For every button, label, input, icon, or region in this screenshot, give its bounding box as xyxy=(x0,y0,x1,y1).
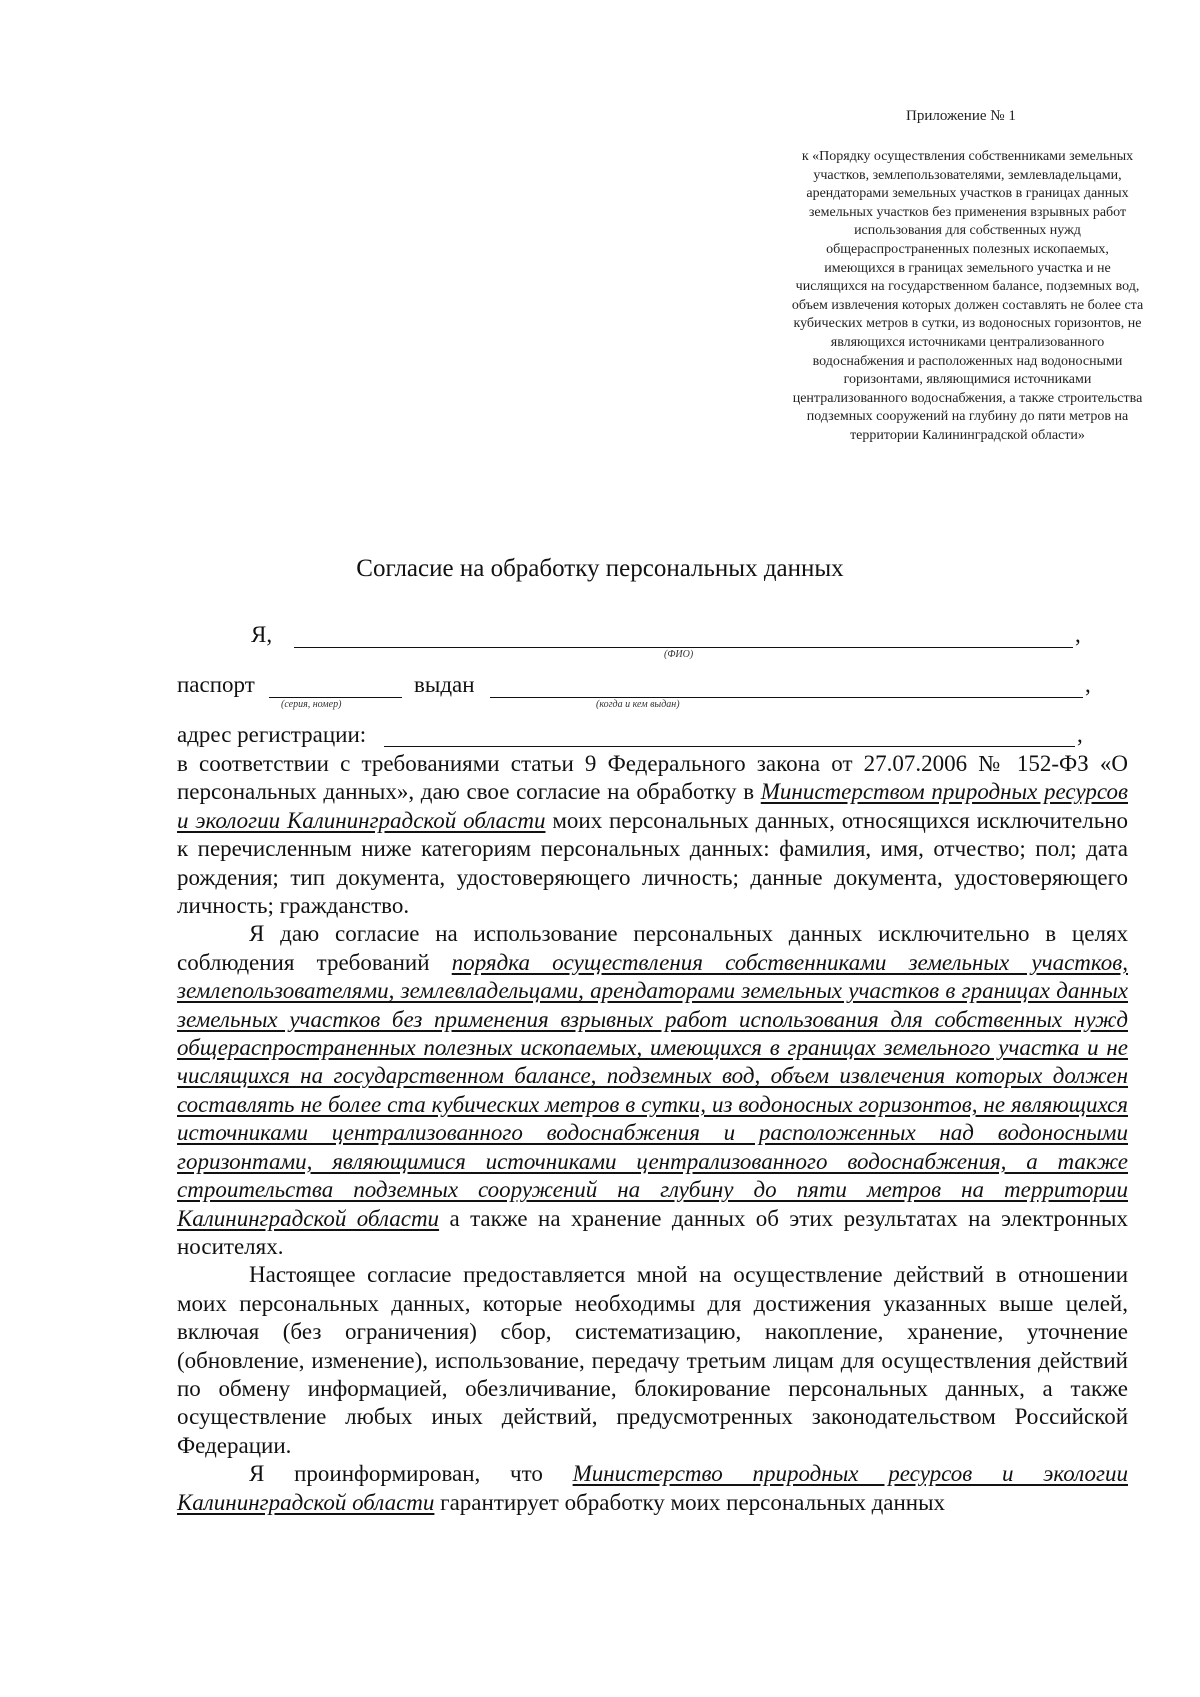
address-comma: , xyxy=(1077,722,1083,747)
issued-field[interactable] xyxy=(490,697,1083,698)
fio-comma: , xyxy=(1075,622,1081,647)
fio-label: Я, xyxy=(251,622,273,647)
paragraph-guarantee: Я проинформирован, что Министерство природных ресурсов и экологии Калининградской области гарантирует обработку моих персональных данных xyxy=(177,1461,1128,1515)
ministry-name: Министерством природных ресурсов и экологии Калининградской области xyxy=(177,779,1128,833)
issued-hint: (когда и кем выдан) xyxy=(596,699,680,710)
appendix-text: к «Порядку осуществления собственниками земельных участков, землепользователями, землевладельцами, арендаторами земельных участков в границах данных земельных участков без применения взрывных работ использования для собственных нужд общераспространенных полезных ископаемых, имеющихся в границах земельного участка и не числящихся на государственном балансе, подземных вод, объем извлечения которых должен составлять не более ста кубических метров в сутки, из водоносных горизонтов, не являющихся источниками централизованного водоснабжения и расположенных над водоносными горизонтами, являющимися источниками централизованного водоснабжения, а также строительства подземных сооружений на глубину до пяти метров на территории Калининградской области» xyxy=(791,149,1144,443)
paragraph-actions: Настоящее согласие предоставляется мной на осуществление действий в отношении моих персональных данных, которые необходимы для достижения указанных выше целей, включая (без ограничения) сбор, систематизацию, накопление, хранение, уточнение (обновление, изменение), использование, передачу третьим лицам для осуществления действий по обмену информацией, обезличивание, блокирование персональных данных, а также осуществление любых иных действий, предусмотренных законодательством Российской Федерации. xyxy=(177,1262,1128,1458)
paragraph-legal-basis: в соответствии с требованиями статьи 9 Федерального закона от 27.07.2006 № 152-ФЗ «О персональных данных», даю свое согласие на обработку в Министерством природных ресурсов и экологии Калининградской области моих персональных данных, относящихся исключительно к перечисленным ниже категориям персональных данных: фамилия, имя, отчество; пол; дата рождения; тип документа, удостоверяющего личность; данные документа, удостоверяющего личность; гражданство. xyxy=(177,751,1129,919)
paragraph-purpose: Я даю согласие на использование персональных данных исключительно в целях соблюдения требований порядка осуществления собственниками земельных участков, землепользователями, землевладельцами, арендаторами земельных участков в границах данных земельных участков без применения взрывных работ использования для собственных нужд общераспространенных полезных ископаемых, имеющихся в границах земельного участка и не числящихся на государственном балансе, подземных вод, объем извлечения которых должен составлять не более ста кубических метров в сутки, из водоносных горизонтов, не являющихся источниками централизованного водоснабжения и расположенных над водоносными горизонтами, являющимися источниками централизованного водоснабжения, а также строительства подземных сооружений на глубину до пяти метров на территории Калининградской области а также на хранение данных об этих результатах на электронных носителях. xyxy=(177,921,1128,1259)
document-title: Согласие на обработку персональных данных xyxy=(356,555,844,582)
address-label: адрес регистрации: xyxy=(177,722,367,747)
passport-hint: (серия, номер) xyxy=(281,699,342,710)
issued-label: выдан xyxy=(414,672,475,697)
issued-comma: , xyxy=(1085,672,1091,697)
purpose-text: порядка осуществления собственниками земельных участков, землепользователями, землевладельцами, арендаторами земельных участков в границах данных земельных участков без применения взрывных работ использования для собственных нужд общераспространенных полезных ископаемых, имеющихся в границах земельного участка и не числящихся на государственном балансе, подземных вод, объем извлечения которых должен составлять не более ста кубических метров в сутки, из водоносных горизонтов, не являющихся источниками централизованного водоснабжения и расположенных над водоносными горизонтами, являющимися источниками централизованного водоснабжения, а также строительства подземных сооружений на глубину до пяти метров на территории Калининградской области xyxy=(177,949,1128,1231)
passport-label: паспорт xyxy=(177,672,255,697)
fio-field[interactable] xyxy=(294,647,1073,648)
address-field[interactable] xyxy=(384,746,1075,747)
passport-number-field[interactable] xyxy=(269,697,402,698)
consent-body xyxy=(177,750,1128,1517)
appendix-title: Приложение № 1 xyxy=(906,108,1016,124)
ministry-name-2: Министерство природных ресурсов и экологии Калининградской области xyxy=(177,1461,1128,1515)
fio-hint: (ФИО) xyxy=(664,649,694,660)
